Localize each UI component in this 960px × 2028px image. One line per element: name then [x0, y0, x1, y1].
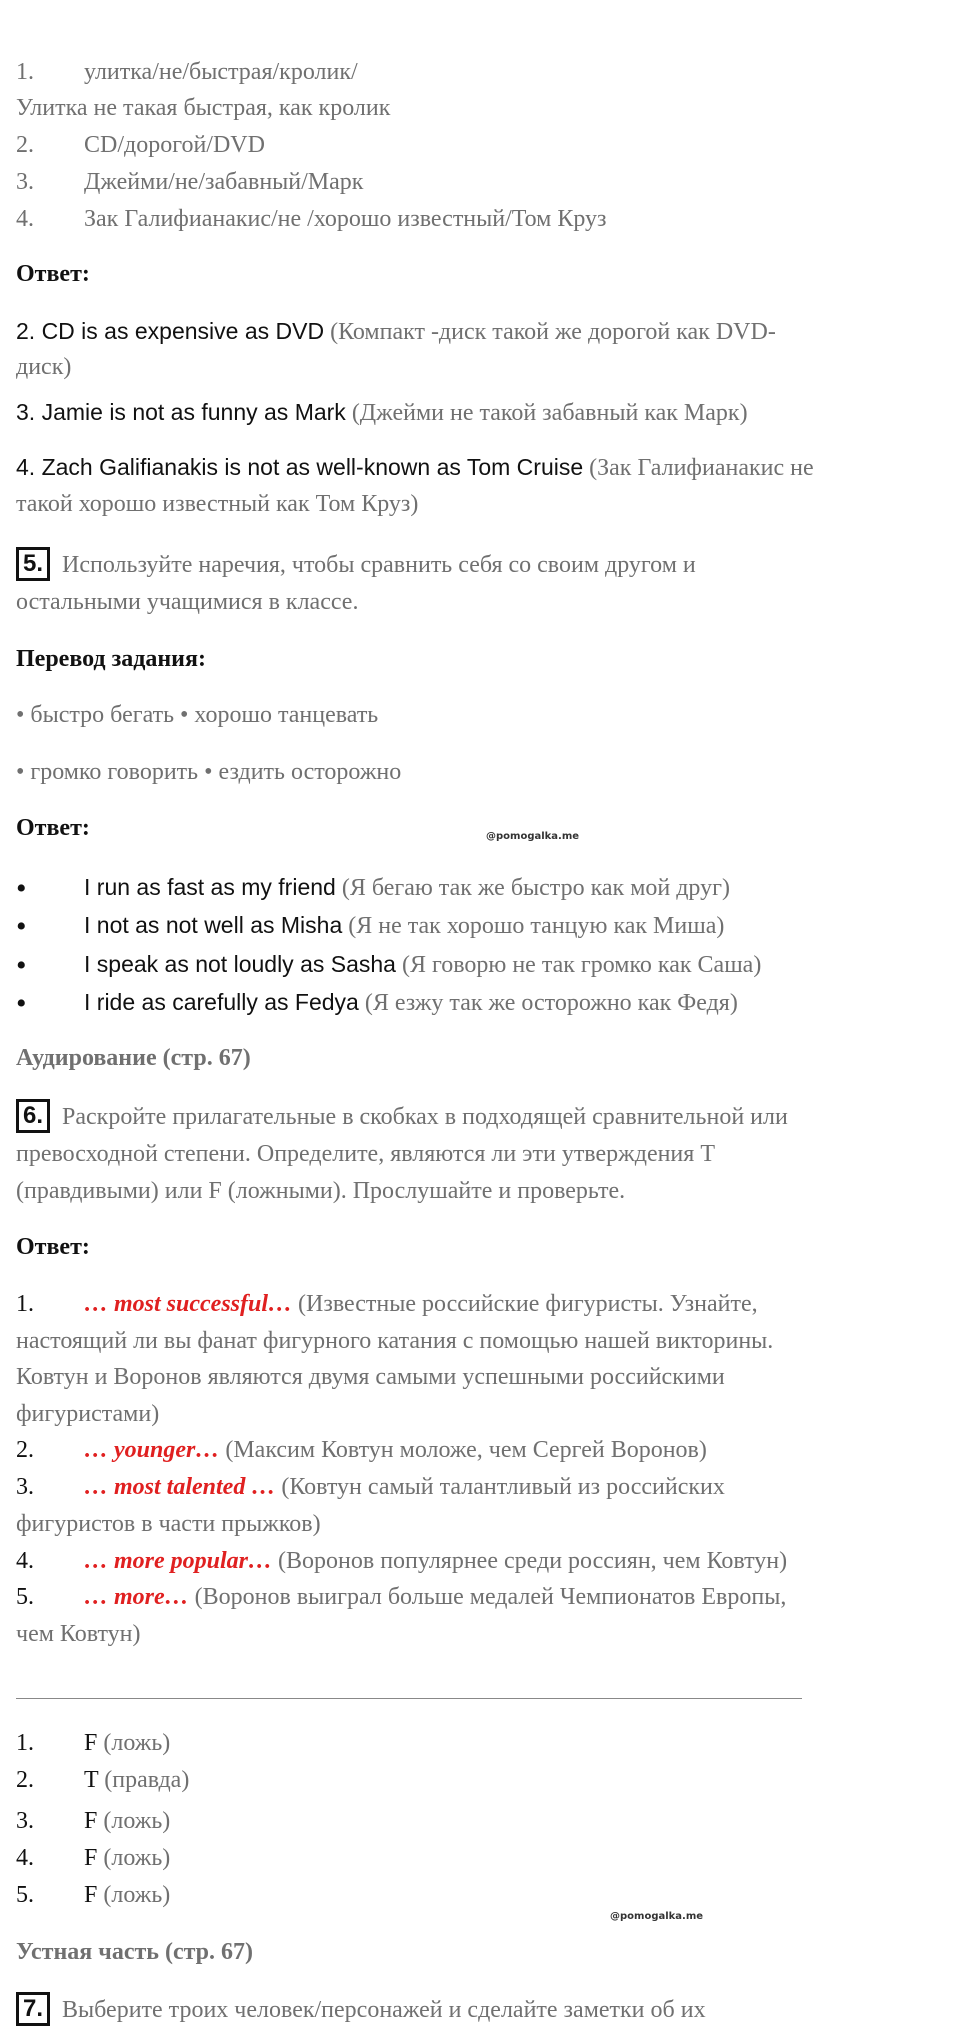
task6-instruction-line-2: превосходной степени. Определите, являются ли эти утверждения T	[16, 1141, 715, 1167]
task6-item-3-line-2: фигуристов в части прыжков)	[16, 1511, 321, 1537]
task5-bullet-4: • I ride as carefully as Fedya (Я езжу так же осторожно как Федя)	[16, 987, 738, 1021]
answer-4: 4. Zach Galifianakis is not as well-known as Tom Cruise (Зак Галифианакис не	[16, 454, 814, 481]
intro-example-sentence: Улитка не такая быстрая, как кролик	[16, 95, 391, 121]
answer-2-continued: диск)	[16, 354, 72, 380]
listening-heading: Аудирование (стр. 67)	[16, 1045, 251, 1071]
answer-2: 2. CD is as expensive as DVD (Компакт -диск такой же дорогой как DVD-	[16, 318, 776, 345]
translation-line-1: • быстро бегать • хорошо танцевать	[16, 702, 379, 728]
task6-item-1: 1. … most successful… (Известные российские фигуристы. Узнайте,	[16, 1291, 758, 1317]
answer-label-2: Ответ:	[16, 815, 90, 841]
answer-label-1: Ответ:	[16, 261, 90, 287]
task6-item-2: 2. … younger… (Максим Ковтун моложе, чем Сергей Воронов)	[16, 1437, 707, 1463]
intro-item-3: 3. Джейми/не/забавный/Марк	[16, 169, 364, 195]
answer-4-continued: такой хорошо известный как Том Круз)	[16, 491, 419, 517]
separator-line	[16, 1698, 802, 1699]
tf-item-3: 3. F (ложь)	[16, 1808, 171, 1834]
tf-item-5: 5. F (ложь)	[16, 1882, 171, 1908]
answer-3: 3. Jamie is not as funny as Mark (Джейми не такой забавный как Марк)	[16, 399, 748, 426]
intro-item-4: 4. Зак Галифианакис/не /хорошо известный/Том Круз	[16, 206, 607, 232]
task6-instruction-line-3: (правдивыми) или F (ложными). Прослушайте и проверьте.	[16, 1178, 626, 1204]
task7-number-box: 7.	[16, 1992, 50, 2026]
intro-item-2: 2. CD/дорогой/DVD	[16, 132, 265, 158]
intro-item-1: 1. улитка/не/быстрая/кролик/	[16, 59, 358, 85]
task6-item-1-line-4: фигуристами)	[16, 1401, 160, 1427]
task6-number-box: 6.	[16, 1099, 50, 1133]
task6-instruction: 6. Раскройте прилагательные в скобках в подходящей сравнительной или	[16, 1099, 788, 1135]
task6-item-1-line-3: Ковтун и Воронов являются двумя самыми успешными российскими	[16, 1364, 725, 1390]
task6-item-5: 5. … more… (Воронов выиграл больше медалей Чемпионатов Европы,	[16, 1584, 787, 1610]
task5-bullet-2: • I not as not well as Misha (Я не так хорошо танцую как Миша)	[16, 910, 725, 944]
oral-heading: Устная часть (стр. 67)	[16, 1939, 254, 1965]
tf-item-2: 2. T (правда)	[16, 1767, 190, 1793]
task5-bullet-1: • I run as fast as my friend (Я бегаю так же быстро как мой друг)	[16, 872, 730, 906]
task6-item-5-line-2: чем Ковтун)	[16, 1621, 141, 1647]
translation-line-2: • громко говорить • ездить осторожно	[16, 759, 402, 785]
watermark-2: @pomogalka.me	[610, 1911, 704, 1922]
answer-label-3: Ответ:	[16, 1234, 90, 1260]
task5-bullet-3: • I speak as not loudly as Sasha (Я говорю не так громко как Саша)	[16, 949, 762, 983]
tf-item-1: 1. F (ложь)	[16, 1730, 171, 1756]
translation-label: Перевод задания:	[16, 646, 206, 672]
task7-instruction: 7. Выберите троих человек/персонажей и сделайте заметки об их	[16, 1992, 706, 2028]
task5-instruction: 5. Используйте наречия, чтобы сравнить себя со своим другом и	[16, 547, 696, 583]
watermark: @pomogalka.me	[486, 831, 580, 842]
task6-item-1-line-2: настоящий ли вы фанат фигурного катания с помощью нашей викторины.	[16, 1328, 774, 1354]
tf-item-4: 4. F (ложь)	[16, 1845, 171, 1871]
task6-item-3: 3. … most talented … (Ковтун самый талантливый из российских	[16, 1474, 725, 1500]
task5-number-box: 5.	[16, 547, 50, 581]
task5-instruction-continued: остальными учащимися в классе.	[16, 589, 359, 615]
task6-item-4: 4. … more popular… (Воронов популярнее среди россиян, чем Ковтун)	[16, 1548, 788, 1574]
